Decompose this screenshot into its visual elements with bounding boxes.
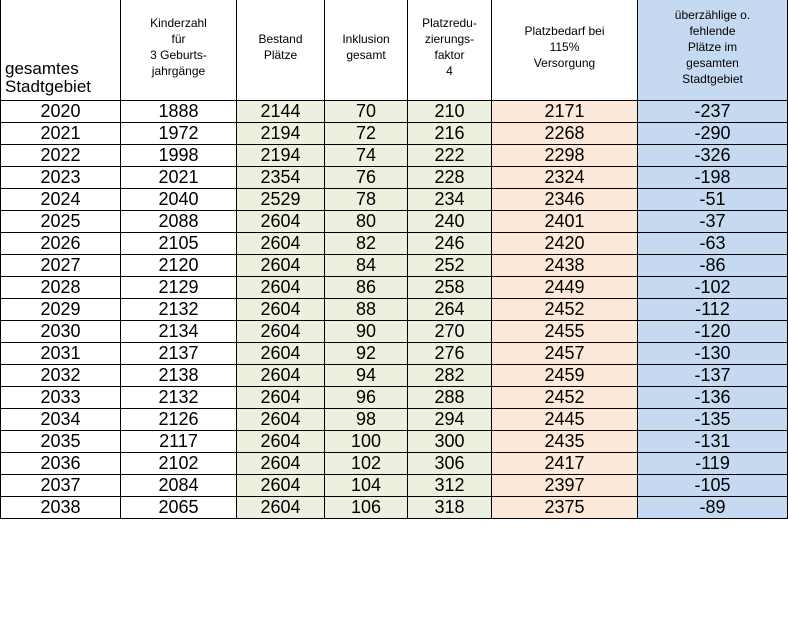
year-cell: 2023: [1, 167, 121, 189]
bedarf-cell: 2438: [492, 255, 638, 277]
year-cell: 2024: [1, 189, 121, 211]
reduzierung-cell: 294: [408, 409, 492, 431]
table-body: [1, 101, 788, 519]
header-line: 4: [446, 63, 453, 78]
reduzierung-cell: 246: [408, 233, 492, 255]
kinderzahl-cell: 2088: [121, 211, 237, 233]
bestand-cell: 2604: [237, 431, 325, 453]
reduzierung-cell: 264: [408, 299, 492, 321]
header-line: Stadtgebiet: [682, 71, 743, 86]
table-row: [1, 365, 788, 387]
reduzierung-cell: 300: [408, 431, 492, 453]
kinderzahl-cell: 2065: [121, 497, 237, 519]
kinderzahl-cell: 2117: [121, 431, 237, 453]
header-line: Platzredu-: [422, 15, 477, 30]
inklusion-cell: 102: [325, 453, 408, 475]
bedarf-cell: 2449: [492, 277, 638, 299]
header-line: gesamt: [346, 47, 386, 62]
table-row: [1, 277, 788, 299]
inklusion-cell: 106: [325, 497, 408, 519]
bestand-cell: 2529: [237, 189, 325, 211]
year-cell: 2032: [1, 365, 121, 387]
reduzierung-cell: 228: [408, 167, 492, 189]
reduzierung-cell: 240: [408, 211, 492, 233]
header-line: Bestand: [258, 31, 303, 46]
bedarf-cell: 2375: [492, 497, 638, 519]
header-line: Inklusion: [342, 31, 390, 46]
header-line: jahrgänge: [151, 63, 206, 78]
inklusion-cell: 74: [325, 145, 408, 167]
bestand-cell: 2194: [237, 123, 325, 145]
header-line: zierungs-: [424, 31, 475, 46]
differenz-cell: -136: [638, 387, 788, 409]
reduzierung-cell: 210: [408, 101, 492, 123]
differenz-cell: -131: [638, 431, 788, 453]
table-row: [1, 453, 788, 475]
header-line: gesamten: [686, 55, 739, 70]
year-cell: 2034: [1, 409, 121, 431]
differenz-cell: -237: [638, 101, 788, 123]
header-platzbedarf: [492, 0, 638, 101]
header-line: Plätze: [263, 47, 298, 62]
bedarf-cell: 2457: [492, 343, 638, 365]
reduzierung-cell: 288: [408, 387, 492, 409]
table-row: [1, 255, 788, 277]
header-line: Versorgung: [533, 55, 596, 70]
differenz-cell: -198: [638, 167, 788, 189]
header-line: 115%: [549, 39, 580, 54]
bestand-cell: 2604: [237, 255, 325, 277]
table-row: [1, 299, 788, 321]
kinderzahl-cell: 1998: [121, 145, 237, 167]
header-line: Plätze im: [687, 39, 738, 54]
year-cell: 2029: [1, 299, 121, 321]
differenz-cell: -130: [638, 343, 788, 365]
year-cell: 2027: [1, 255, 121, 277]
header-line: Stadtgebiet: [5, 77, 92, 96]
bedarf-cell: 2397: [492, 475, 638, 497]
header-line: 3 Geburts-: [150, 47, 207, 62]
reduzierung-cell: 276: [408, 343, 492, 365]
inklusion-cell: 76: [325, 167, 408, 189]
header-inklusion: [325, 0, 408, 101]
reduzierung-cell: 318: [408, 497, 492, 519]
year-cell: 2020: [1, 101, 121, 123]
reduzierung-cell: 234: [408, 189, 492, 211]
kinderzahl-cell: 2040: [121, 189, 237, 211]
bedarf-cell: 2417: [492, 453, 638, 475]
differenz-cell: -102: [638, 277, 788, 299]
year-cell: 2026: [1, 233, 121, 255]
inklusion-cell: 92: [325, 343, 408, 365]
table-row: [1, 497, 788, 519]
header-line: für: [171, 31, 186, 46]
header-bestand-plaetze: [237, 0, 325, 101]
kinderzahl-cell: 1972: [121, 123, 237, 145]
kinderzahl-cell: 2134: [121, 321, 237, 343]
differenz-cell: -86: [638, 255, 788, 277]
bestand-cell: 2604: [237, 475, 325, 497]
bestand-cell: 2354: [237, 167, 325, 189]
header-row: [1, 0, 788, 101]
differenz-cell: -137: [638, 365, 788, 387]
inklusion-cell: 86: [325, 277, 408, 299]
year-cell: 2025: [1, 211, 121, 233]
bestand-cell: 2604: [237, 233, 325, 255]
bedarf-cell: 2401: [492, 211, 638, 233]
kinderzahl-cell: 2105: [121, 233, 237, 255]
header-fehlende-plaetze: [638, 0, 788, 101]
inklusion-cell: 72: [325, 123, 408, 145]
inklusion-cell: 80: [325, 211, 408, 233]
table-row: [1, 145, 788, 167]
inklusion-cell: 96: [325, 387, 408, 409]
differenz-cell: -119: [638, 453, 788, 475]
bestand-cell: 2604: [237, 321, 325, 343]
bedarf-cell: 2452: [492, 387, 638, 409]
table-row: [1, 101, 788, 123]
inklusion-cell: 88: [325, 299, 408, 321]
header-line: faktor: [434, 47, 465, 62]
year-cell: 2033: [1, 387, 121, 409]
differenz-cell: -120: [638, 321, 788, 343]
bestand-cell: 2604: [237, 211, 325, 233]
bestand-cell: 2604: [237, 277, 325, 299]
kinderzahl-cell: 2126: [121, 409, 237, 431]
kinderzahl-cell: 2120: [121, 255, 237, 277]
kinderzahl-cell: 2021: [121, 167, 237, 189]
bestand-cell: 2604: [237, 387, 325, 409]
header-line: Kinderzahl: [150, 15, 207, 30]
year-cell: 2022: [1, 145, 121, 167]
bedarf-cell: 2268: [492, 123, 638, 145]
reduzierung-cell: 258: [408, 277, 492, 299]
inklusion-cell: 98: [325, 409, 408, 431]
differenz-cell: -63: [638, 233, 788, 255]
year-cell: 2037: [1, 475, 121, 497]
reduzierung-cell: 222: [408, 145, 492, 167]
header-line: Platzbedarf bei: [524, 23, 605, 38]
inklusion-cell: 82: [325, 233, 408, 255]
inklusion-cell: 70: [325, 101, 408, 123]
kinderzahl-cell: 2132: [121, 299, 237, 321]
differenz-cell: -326: [638, 145, 788, 167]
kinderzahl-cell: 1888: [121, 101, 237, 123]
year-cell: 2021: [1, 123, 121, 145]
table-row: [1, 431, 788, 453]
inklusion-cell: 104: [325, 475, 408, 497]
bedarf-cell: 2455: [492, 321, 638, 343]
reduzierung-cell: 282: [408, 365, 492, 387]
differenz-cell: -105: [638, 475, 788, 497]
header-kinderzahl: [121, 0, 237, 101]
inklusion-cell: 90: [325, 321, 408, 343]
bedarf-cell: 2346: [492, 189, 638, 211]
differenz-cell: -37: [638, 211, 788, 233]
bedarf-cell: 2459: [492, 365, 638, 387]
header-line: überzählige o.: [674, 7, 751, 22]
bestand-cell: 2604: [237, 497, 325, 519]
reduzierung-cell: 216: [408, 123, 492, 145]
bedarf-cell: 2171: [492, 101, 638, 123]
table-row: [1, 189, 788, 211]
bedarf-cell: 2452: [492, 299, 638, 321]
bestand-cell: 2144: [237, 101, 325, 123]
header-gesamtes-stadtgebiet: [1, 0, 121, 101]
year-cell: 2035: [1, 431, 121, 453]
bestand-cell: 2604: [237, 299, 325, 321]
kinderzahl-cell: 2129: [121, 277, 237, 299]
reduzierung-cell: 312: [408, 475, 492, 497]
table-row: [1, 321, 788, 343]
reduzierung-cell: 270: [408, 321, 492, 343]
inklusion-cell: 100: [325, 431, 408, 453]
year-cell: 2030: [1, 321, 121, 343]
table-row: [1, 211, 788, 233]
kinderzahl-cell: 2102: [121, 453, 237, 475]
table-row: [1, 233, 788, 255]
year-cell: 2031: [1, 343, 121, 365]
kinderzahl-cell: 2138: [121, 365, 237, 387]
table-row: [1, 343, 788, 365]
kinderzahl-cell: 2137: [121, 343, 237, 365]
differenz-cell: -290: [638, 123, 788, 145]
table-row: [1, 123, 788, 145]
header-platzreduzierungsfaktor: [408, 0, 492, 101]
reduzierung-cell: 252: [408, 255, 492, 277]
inklusion-cell: 78: [325, 189, 408, 211]
header-line: gesamtes: [5, 59, 79, 78]
bestand-cell: 2604: [237, 453, 325, 475]
differenz-cell: -112: [638, 299, 788, 321]
table-row: [1, 409, 788, 431]
bedarf-cell: 2420: [492, 233, 638, 255]
bestand-cell: 2604: [237, 409, 325, 431]
differenz-cell: -135: [638, 409, 788, 431]
bedarf-cell: 2435: [492, 431, 638, 453]
year-cell: 2028: [1, 277, 121, 299]
year-cell: 2038: [1, 497, 121, 519]
inklusion-cell: 84: [325, 255, 408, 277]
differenz-cell: -51: [638, 189, 788, 211]
bedarf-cell: 2445: [492, 409, 638, 431]
reduzierung-cell: 306: [408, 453, 492, 475]
bedarf-cell: 2324: [492, 167, 638, 189]
bestand-cell: 2604: [237, 343, 325, 365]
year-cell: 2036: [1, 453, 121, 475]
table-row: [1, 387, 788, 409]
kinderzahl-cell: 2084: [121, 475, 237, 497]
bestand-cell: 2194: [237, 145, 325, 167]
kinderzahl-cell: 2132: [121, 387, 237, 409]
table-row: [1, 475, 788, 497]
header-line: fehlende: [689, 23, 736, 38]
inklusion-cell: 94: [325, 365, 408, 387]
table-row: [1, 167, 788, 189]
bedarf-cell: 2298: [492, 145, 638, 167]
differenz-cell: -89: [638, 497, 788, 519]
bestand-cell: 2604: [237, 365, 325, 387]
